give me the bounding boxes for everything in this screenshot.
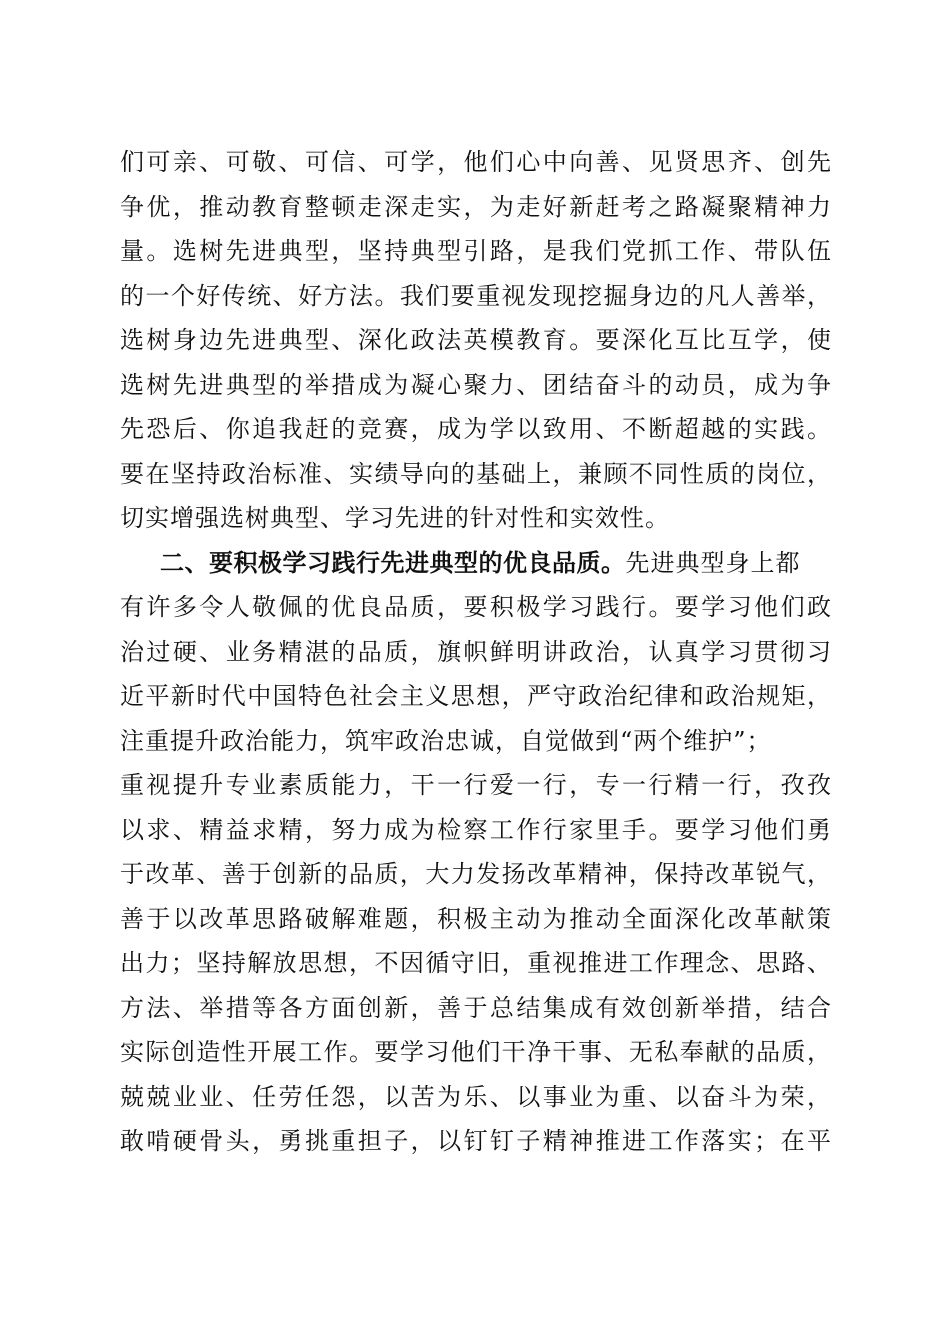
text-line: 敢啃硬骨头，勇挑重担子，以钉钉子精神推进工作落实；在平	[120, 1127, 832, 1155]
text-line: 近平新时代中国特色社会主义思想，严守政治纪律和政治规矩，	[120, 682, 832, 710]
text-line: 善于以改革思路破解难题，积极主动为推动全面深化改革献策	[120, 904, 832, 933]
text-line: 方法、举措等各方面创新，善于总结集成有效创新举措，结合	[120, 993, 832, 1022]
text-line: 重视提升专业素质能力，干一行爱一行，专一行精一行，孜孜	[120, 771, 832, 799]
text-line: 兢兢业业、任劳任怨，以苦为乐、以事业为重、以奋斗为荣，	[120, 1082, 832, 1111]
text-line: 切实增强选树典型、学习先进的针对性和实效性。	[120, 504, 670, 532]
text-line: 选树身边先进典型、深化政法英模教育。要深化互比互学，使	[120, 326, 832, 354]
text-run: 先进典型身上都	[625, 548, 801, 577]
paragraph-2-first-line	[120, 541, 832, 586]
section-heading: 二、要积极学习践行先进典型的优良品质。	[160, 548, 626, 577]
text-line: 出力；坚持解放思想，不因循守旧，重视推进工作理念、思路、	[120, 949, 832, 977]
text-line: 要在坚持政治标准、实绩导向的基础上，兼顾不同性质的岗位，	[120, 459, 832, 488]
text-line: 注重提升政治能力，筑牢政治忠诚，自觉做到“两个维护”；	[120, 726, 772, 755]
text-line: 治过硬、业务精湛的品质，旗帜鲜明讲政治，认真学习贯彻习	[120, 637, 832, 666]
text-line: 争优，推动教育整顿走深走实，为走好新赶考之路凝聚精神力	[120, 192, 832, 221]
text-line: 们可亲、可敬、可信、可学，他们心中向善、见贤思齐、创先	[120, 148, 832, 176]
text-line: 以求、精益求精，努力成为检察工作行家里手。要学习他们勇	[120, 815, 832, 844]
document-body	[120, 140, 832, 1164]
text-line: 实际创造性开展工作。要学习他们干净干事、无私奉献的品质，	[120, 1038, 832, 1066]
text-line: 量。选树先进典型，坚持典型引路，是我们党抓工作、带队伍	[120, 237, 832, 265]
text-line: 选树先进典型的举措成为凝心聚力、团结奋斗的动员，成为争	[120, 370, 832, 399]
paragraph-2	[120, 541, 832, 1164]
text-line: 的一个好传统、好方法。我们要重视发现挖掘身边的凡人善举，	[120, 281, 832, 310]
text-line: 先恐后、你追我赶的竞赛，成为学以致用、不断超越的实践。	[120, 415, 832, 443]
text-line: 于改革、善于创新的品质，大力发扬改革精神，保持改革锐气，	[120, 860, 832, 888]
text-line: 有许多令人敬佩的优良品质，要积极学习践行。要学习他们政	[120, 593, 832, 621]
paragraph-1	[120, 140, 832, 541]
